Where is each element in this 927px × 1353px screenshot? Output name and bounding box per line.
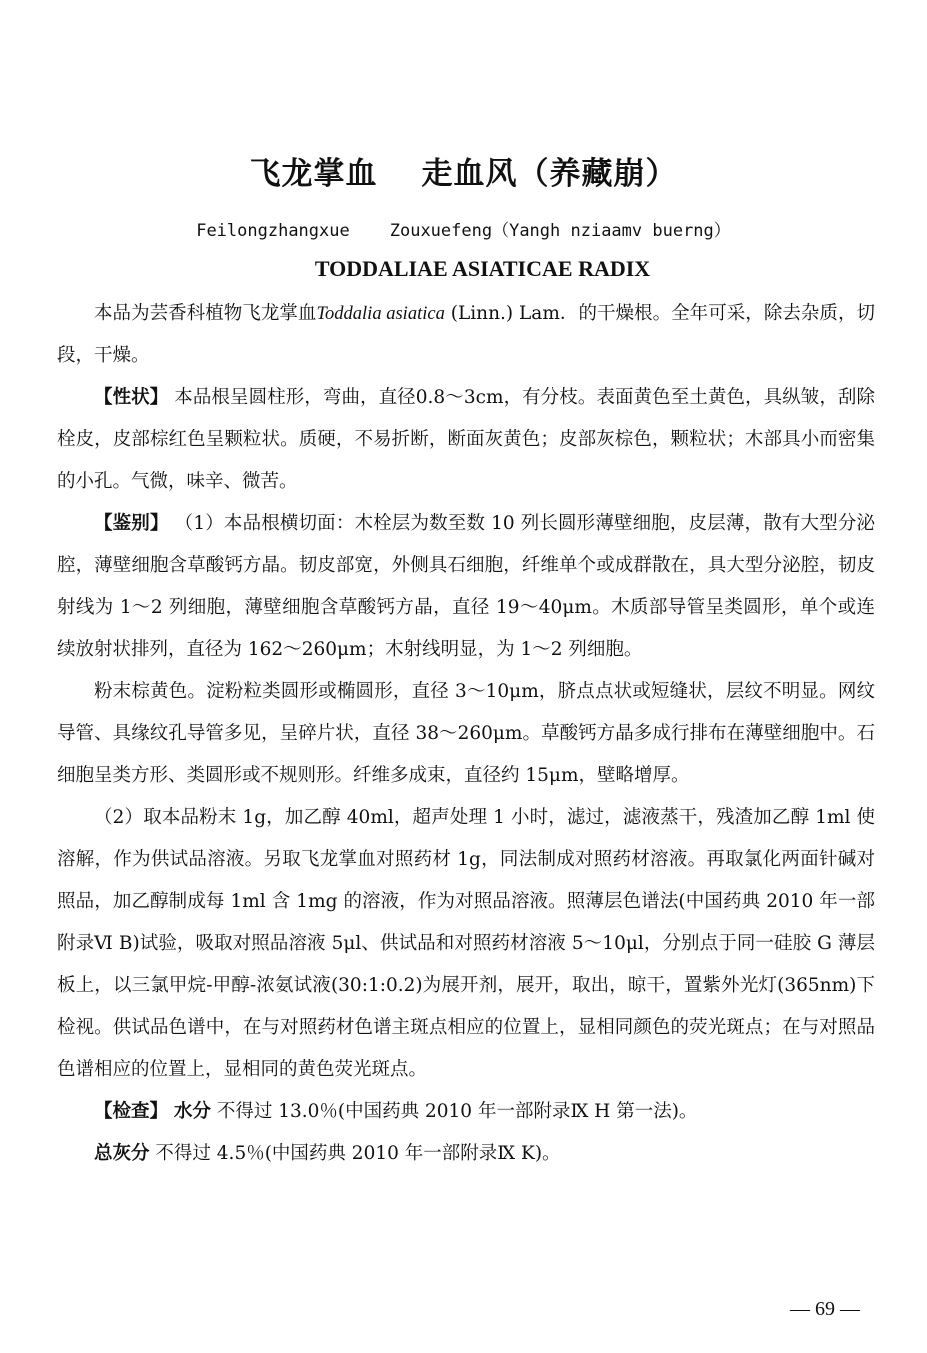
- jianbie-paragraph-2: 粉末棕黄色。淀粉粒类圆形或椭圆形，直径 3～10μm，脐点点状或短缝状，层纹不明显。网纹导管、具缘纹孔导管多见，呈碎片状，直径 38～260μm。草酸钙方晶多成行排布在薄壁细胞中。石细胞呈类方形、类圆形或不规则形。纤维多成束，直径约 15μm，壁略增厚。: [57, 681, 875, 786]
- water-label: 水分: [173, 1101, 211, 1122]
- intro-paragraph: 本品为芸香科植物飞龙掌血Toddalia asiatica (Linn.) Lam．的干燥根。全年可采，除去杂质，切段，干燥。: [57, 303, 876, 366]
- title-alt: 走血风（养藏崩）: [421, 156, 678, 192]
- xingzhuang-paragraph: 【性状】 本品根呈圆柱形，弯曲，直径0.8～3cm，有分枝。表面黄色至土黄色，具纵皱，刮除栓皮，皮部棕红色呈颗粒状。质硬，不易折断，断面灰黄色；皮部灰棕色，颗粒状；木部具小而密集的小孔。气微，味辛、微苦。: [57, 387, 875, 492]
- pinyin-line: [0, 216, 927, 241]
- page-title: [0, 148, 927, 193]
- jianbie-label: 【鉴别】: [94, 513, 169, 534]
- page-number: — 69 —: [790, 1298, 860, 1320]
- ash-paragraph: 总灰分 不得过 4.5％(中国药典 2010 年一部附录Ⅸ K)。: [94, 1143, 561, 1164]
- ash-label: 总灰分: [94, 1143, 150, 1164]
- xingzhuang-label: 【性状】: [94, 387, 169, 408]
- jianbie-paragraph-1: 【鉴别】 （1）本品根横切面：木栓层为数至数 10 列长圆形薄壁细胞，皮层薄，散有大型分泌腔，薄壁细胞含草酸钙方晶。韧皮部宽，外侧具石细胞，纤维单个或成群散在，具大型分泌腔，韧皮射线为 1～2 列细胞，薄壁细胞含草酸钙方晶，直径 19～40μm。木质部导管呈类圆形，单个或连续放射状排列，直径为 162～260μm；木射线明显，为 1～2 列细胞。: [57, 513, 875, 660]
- monograph-body: [57, 293, 875, 1175]
- pinyin-alt: Zouxuefeng（Yangh nziaamv buerng）: [389, 221, 731, 241]
- jiancha-label: 【检查】: [94, 1101, 169, 1122]
- jianbie-paragraph-3: （2）取本品粉末 1g，加乙醇 40ml，超声处理 1 小时，滤过，滤液蒸干，残渣加乙醇 1ml 使溶解，作为供试品溶液。另取飞龙掌血对照药材 1g，同法制成对照药材溶液。再取氯化两面针碱对照品，加乙醇制成每 1ml 含 1mg 的溶液，作为对照品溶液。照薄层色谱法(中国药典 2010 年一部附录Ⅵ B)试验，吸取对照品溶液 5μl、供试品和对照药材溶液 5～10μl，分别点于同一硅胶 G 薄层板上，以三氯甲烷-甲醇-浓氨试液(30:1:0.2)为展开剂，展开，取出，晾干，置紫外光灯(365nm)下检视。供试品色谱中，在与对照药材色谱主斑点相应的位置上，显相同颜色的荧光斑点；在与对照品色谱相应的位置上，显相同的黄色荧光斑点。: [57, 807, 875, 1080]
- jiancha-paragraph: 【检查】 水分 不得过 13.0％(中国药典 2010 年一部附录Ⅸ H 第一法)。: [94, 1101, 698, 1122]
- pinyin-main: Feilongzhangxue: [196, 221, 350, 241]
- title-main: 飞龙掌血: [249, 156, 378, 192]
- latin-name: TODDALIAE ASIATICAE RADIX: [314, 256, 651, 281]
- species-name: Toddalia asiatica: [316, 304, 445, 324]
